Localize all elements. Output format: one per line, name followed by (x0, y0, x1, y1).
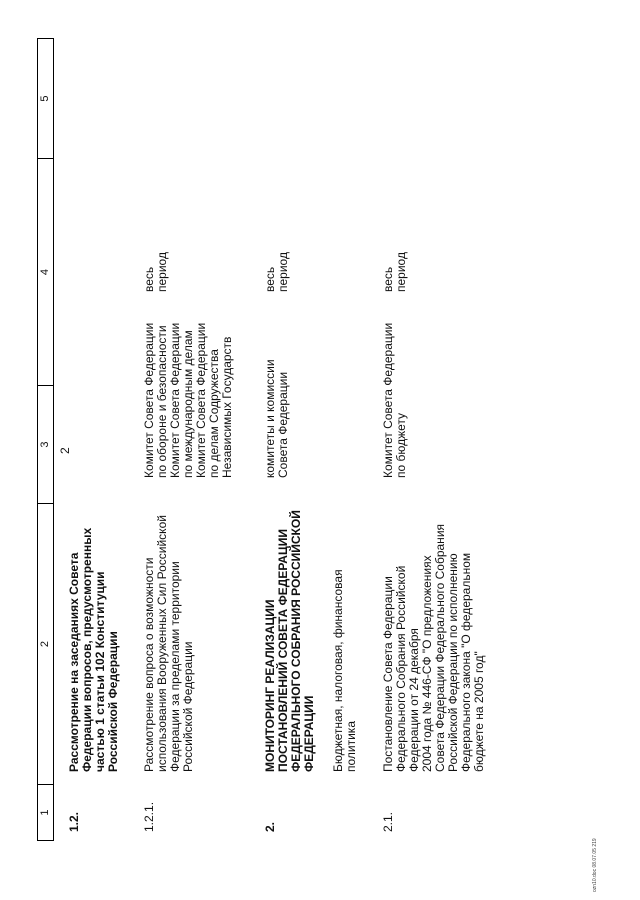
row-text: Рассмотрение на заседаниях Совета Федерации вопросов, предусмотренных частью 1 статьи 102 Конституции Российской Федерации (67, 527, 120, 772)
row-text: Рассмотрение вопроса о возможности использования Вооруженных Сил Российской Федерации за пределами территории Российской Федерации (142, 515, 195, 772)
column-header-row (37, 38, 54, 841)
row-text: МОНИТОРИНГ РЕАЛИЗАЦИИ ПОСТАНОВЛЕНИЙ СОВЕТА ФЕДЕРАЦИИ ФЕДЕРАЛЬНОГО СОБРАНИЯ РОССИЙСКОЙ ФЕДЕРАЦИИ (263, 510, 316, 772)
row-number: 1.2. (67, 811, 81, 832)
row-responsible: комитеты и комиссии Совета Федерации (263, 359, 290, 478)
page-number: 2 (58, 447, 72, 454)
section-subtitle: Бюджетная, налоговая, финансовая политика (331, 569, 358, 772)
row-number: 2.1. (381, 811, 395, 832)
column-header-1: 1 (38, 784, 53, 840)
column-header-4: 4 (38, 158, 53, 385)
row-period: весь период (142, 252, 169, 292)
row-period: весь период (263, 252, 290, 292)
column-header-2: 2 (38, 503, 53, 784)
column-header-3: 3 (38, 385, 53, 503)
footer-file-reference: ozn10.doc 08.07.05 219 (592, 838, 598, 892)
row-responsible: Комитет Совета Федерации по обороне и безопасности Комитет Совета Федерации по международным делам Комитет Совета Федерации по делам Содружества Независимых Государств (142, 322, 234, 478)
row-number: 2. (263, 821, 277, 832)
row-responsible: Комитет Совета Федерации по бюджету (381, 322, 408, 478)
row-period: весь период (381, 252, 408, 292)
row-number: 1.2.1. (142, 801, 156, 832)
row-text: Постановление Совета Федерации Федерального Собрания Российской Федерации от 24 декабря 2004 года № 446-СФ "О предложениях Совета Федерации Федерального Собрания Российской Федерации по исполнению Федерального закона "О федеральном бюджете на 2005 год" (381, 523, 486, 772)
column-header-5: 5 (39, 95, 51, 102)
